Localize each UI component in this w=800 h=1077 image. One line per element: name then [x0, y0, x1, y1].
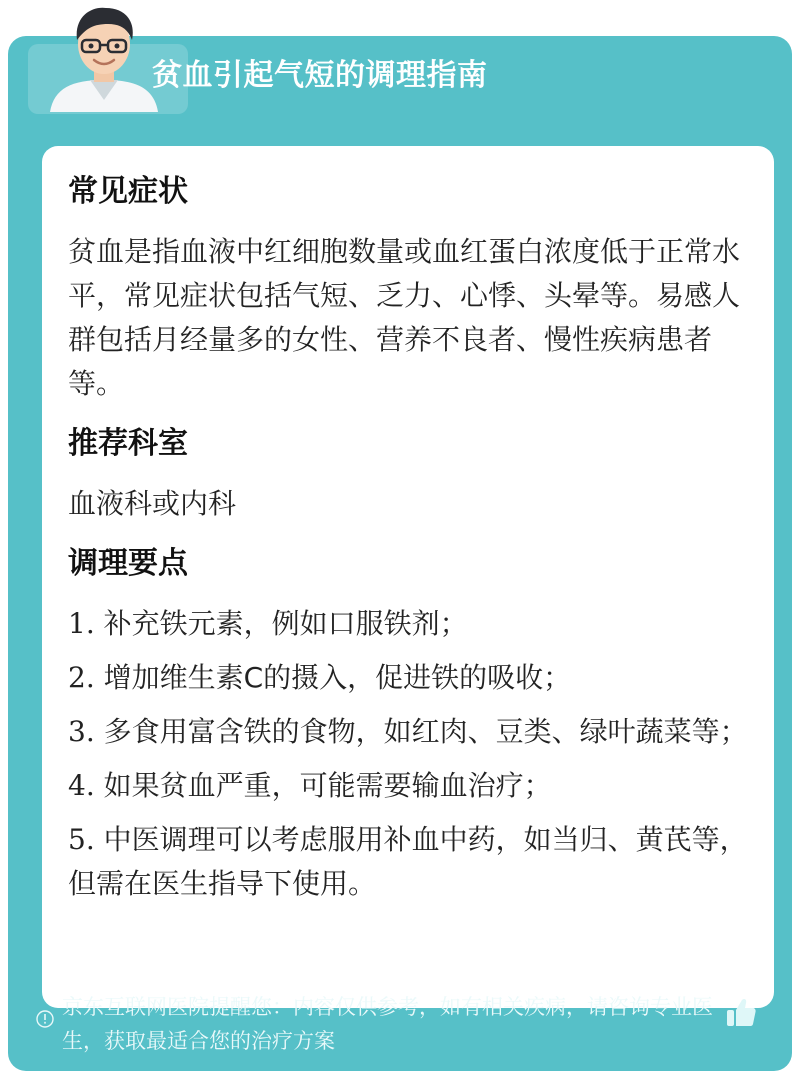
list-text: 增加维生素C的摄入，促进铁的吸收； [103, 661, 572, 694]
info-icon [36, 1010, 54, 1028]
care-list-item [68, 764, 748, 808]
doctor-avatar-icon [44, 0, 164, 112]
disclaimer-text: 京东互联网医院提醒您：内容仅供参考，如有相关疾病，请咨询专业医生，获取最适合您的治疗方案 [62, 995, 713, 1053]
content-panel [42, 146, 774, 1008]
care-list [68, 602, 748, 906]
symptoms-text: 贫血是指血液中红细胞数量或血红蛋白浓度低于正常水平，常见症状包括气短、乏力、心悸、头晕等。易感人群包括月经量多的女性、营养不良者、慢性疾病患者等。 [68, 235, 741, 400]
care-list-item [68, 818, 748, 906]
care-list-item [68, 710, 748, 754]
list-text: 补充铁元素，例如口服铁剂； [103, 607, 468, 640]
list-number: 5. [68, 823, 95, 856]
list-number: 1. [68, 607, 95, 640]
list-text: 中医调理可以考虑服用补血中药，如当归、黄芪等，但需在医生指导下使用。 [68, 823, 748, 900]
page-title: 贫血引起气短的调理指南 [152, 58, 488, 93]
list-number: 4. [68, 769, 95, 802]
list-text: 如果贫血严重，可能需要输血治疗； [103, 769, 552, 802]
list-number: 2. [68, 661, 95, 694]
department-text: 血液科或内科 [68, 487, 237, 520]
symptoms-heading: 常见症状 [68, 174, 188, 209]
care-list-item [68, 656, 748, 700]
care-list-item [68, 602, 748, 646]
list-number: 3. [68, 715, 95, 748]
thumbs-up-icon[interactable] [724, 996, 758, 1030]
guide-card [8, 36, 792, 1071]
care-heading: 调理要点 [68, 546, 188, 581]
list-text: 多食用富含铁的食物，如红肉、豆类、绿叶蔬菜等； [103, 715, 748, 748]
department-heading: 推荐科室 [68, 426, 188, 461]
